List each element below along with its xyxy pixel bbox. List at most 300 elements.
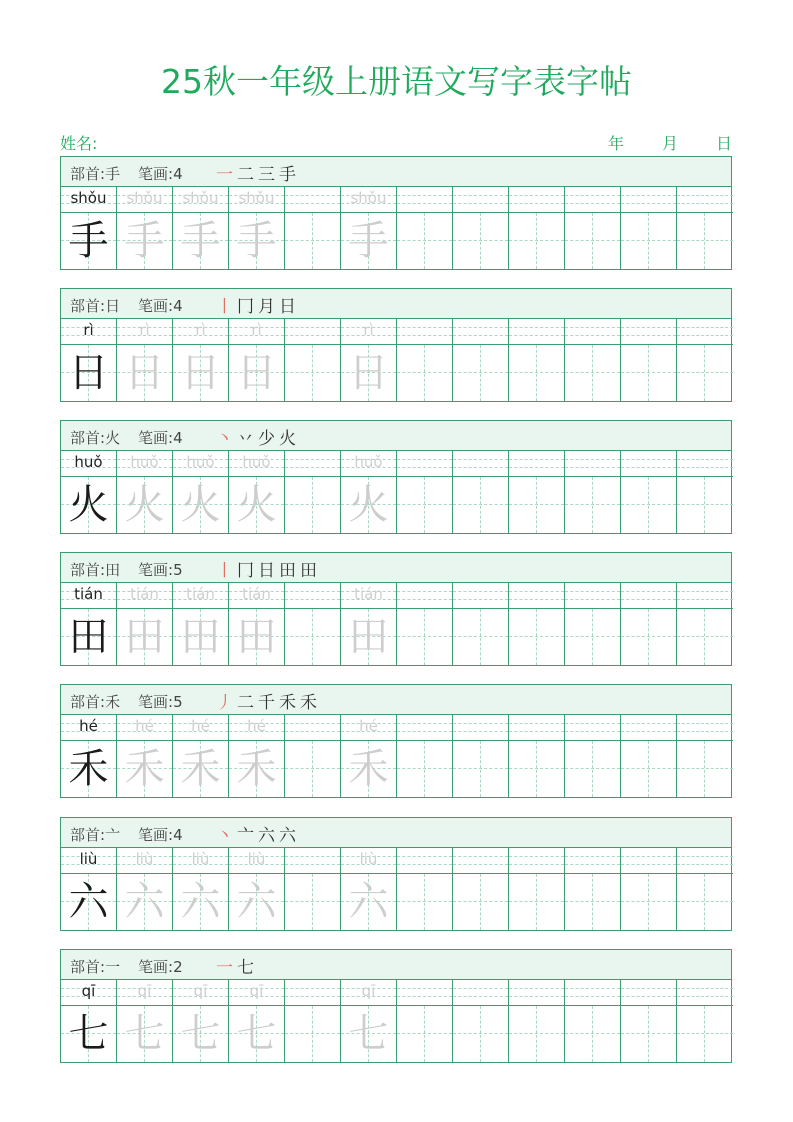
writing-cell[interactable] — [621, 319, 677, 401]
tian-grid[interactable] — [117, 874, 172, 930]
pinyin-row — [453, 583, 508, 609]
trace-character: 禾 — [236, 746, 277, 792]
tian-grid[interactable] — [61, 741, 116, 797]
writing-cell[interactable] — [285, 583, 341, 665]
pinyin-row — [61, 451, 116, 477]
tian-grid[interactable] — [453, 1006, 508, 1062]
writing-cell[interactable] — [117, 583, 173, 665]
tian-grid[interactable] — [61, 477, 116, 533]
writing-cell[interactable] — [453, 319, 509, 401]
pinyin-trace: qī — [193, 982, 208, 1000]
stroke-count: 5 — [173, 561, 183, 579]
pinyin-trace: tián — [130, 585, 159, 603]
pinyin-row — [285, 980, 340, 1006]
stroke-order — [216, 688, 321, 713]
writing-cell[interactable] — [621, 715, 677, 797]
trace-character: 火 — [236, 482, 277, 528]
writing-cell[interactable] — [229, 583, 285, 665]
writing-cell[interactable] — [509, 715, 565, 797]
writing-cell[interactable] — [677, 715, 733, 797]
tian-grid[interactable] — [173, 1006, 228, 1062]
pinyin-row — [453, 451, 508, 477]
writing-cell[interactable] — [453, 715, 509, 797]
writing-cell[interactable] — [173, 980, 229, 1062]
trace-character: 日 — [236, 350, 277, 396]
writing-cell[interactable] — [117, 319, 173, 401]
pinyin-trace: qī — [361, 982, 376, 1000]
pinyin-row — [173, 848, 228, 874]
writing-cell[interactable] — [453, 848, 509, 930]
tian-grid[interactable] — [509, 213, 564, 269]
stroke-step: 禾 — [279, 693, 300, 713]
tian-grid[interactable] — [397, 345, 452, 401]
stroke-step: 丨 — [216, 297, 237, 317]
pinyin-row — [117, 187, 172, 213]
pinyin-row — [117, 583, 172, 609]
tian-grid[interactable] — [677, 874, 733, 930]
writing-cell[interactable] — [285, 848, 341, 930]
writing-cell[interactable] — [285, 980, 341, 1062]
pinyin-row — [173, 715, 228, 741]
model-character: 六 — [68, 879, 109, 925]
writing-cell[interactable] — [565, 715, 621, 797]
tian-grid[interactable] — [565, 874, 620, 930]
writing-cell[interactable] — [677, 319, 733, 401]
tian-grid[interactable] — [453, 741, 508, 797]
writing-cell[interactable] — [397, 187, 453, 269]
writing-cell[interactable] — [509, 848, 565, 930]
writing-cell[interactable] — [397, 583, 453, 665]
model-character: 手 — [68, 218, 109, 264]
writing-cell[interactable] — [397, 451, 453, 533]
tian-grid[interactable] — [173, 477, 228, 533]
stroke-step: 二 — [237, 165, 258, 185]
writing-cell[interactable] — [341, 187, 397, 269]
tian-grid[interactable] — [229, 874, 284, 930]
pinyin-row — [621, 715, 676, 741]
trace-character: 手 — [236, 218, 277, 264]
pinyin-row — [397, 583, 452, 609]
writing-cell[interactable] — [117, 451, 173, 533]
pinyin-row — [341, 715, 396, 741]
writing-cell[interactable] — [565, 319, 621, 401]
stroke-step: 月 — [258, 297, 279, 317]
stroke-step: 火 — [279, 429, 300, 449]
tian-grid[interactable] — [285, 345, 340, 401]
tian-grid[interactable] — [61, 345, 116, 401]
writing-cell[interactable] — [509, 319, 565, 401]
char-info-header — [61, 818, 731, 848]
trace-character: 火 — [180, 482, 221, 528]
tian-grid[interactable] — [61, 213, 116, 269]
pinyin-row — [509, 848, 564, 874]
tian-grid[interactable] — [117, 213, 172, 269]
char-info-header — [61, 157, 731, 187]
writing-cell[interactable] — [173, 451, 229, 533]
tian-grid[interactable] — [397, 741, 452, 797]
pinyin-trace: liù — [135, 850, 154, 868]
tian-grid[interactable] — [565, 213, 620, 269]
radical-value: 亠 — [105, 826, 121, 844]
writing-cell[interactable] — [61, 715, 117, 797]
writing-cell[interactable] — [509, 583, 565, 665]
writing-cell[interactable] — [453, 187, 509, 269]
pinyin-trace: shǒu — [182, 189, 219, 207]
writing-cell[interactable] — [341, 583, 397, 665]
pinyin-text: shǒu — [70, 189, 107, 207]
char-block — [60, 684, 732, 798]
trace-character: 七 — [348, 1011, 389, 1057]
tian-grid[interactable] — [229, 213, 284, 269]
pinyin-row — [621, 848, 676, 874]
stroke-step: 手 — [279, 165, 300, 185]
tian-grid[interactable] — [677, 213, 733, 269]
pinyin-row — [61, 848, 116, 874]
pinyin-row — [397, 187, 452, 213]
pinyin-trace: hé — [359, 717, 378, 735]
tian-grid[interactable] — [453, 874, 508, 930]
stroke-count: 5 — [173, 693, 183, 711]
writing-cell[interactable] — [397, 848, 453, 930]
stroke-step: 日 — [279, 297, 300, 317]
writing-cell[interactable] — [565, 583, 621, 665]
pinyin-row — [677, 848, 733, 874]
pinyin-row — [173, 319, 228, 345]
tian-grid[interactable] — [565, 477, 620, 533]
trace-character: 田 — [180, 614, 221, 660]
pinyin-row — [229, 319, 284, 345]
stroke-order — [216, 292, 300, 317]
tian-grid[interactable] — [229, 741, 284, 797]
writing-cell[interactable] — [229, 187, 285, 269]
tian-grid[interactable] — [173, 874, 228, 930]
tian-grid[interactable] — [117, 345, 172, 401]
pinyin-row — [61, 980, 116, 1006]
tian-grid[interactable] — [229, 609, 284, 665]
tian-grid[interactable] — [397, 609, 452, 665]
tian-grid[interactable] — [341, 345, 396, 401]
trace-character: 火 — [348, 482, 389, 528]
pinyin-row — [397, 451, 452, 477]
tian-grid[interactable] — [285, 874, 340, 930]
writing-cell[interactable] — [397, 319, 453, 401]
pinyin-row — [173, 980, 228, 1006]
char-info-header — [61, 421, 731, 451]
name-label: 姓名: — [60, 134, 98, 153]
writing-cell[interactable] — [61, 451, 117, 533]
writing-cell[interactable] — [229, 715, 285, 797]
tian-grid[interactable] — [453, 609, 508, 665]
stroke-step: 六 — [279, 826, 300, 846]
pinyin-trace: liù — [359, 850, 378, 868]
writing-cell[interactable] — [341, 848, 397, 930]
pinyin-row — [285, 187, 340, 213]
writing-cell[interactable] — [173, 187, 229, 269]
writing-cell[interactable] — [61, 319, 117, 401]
writing-cell[interactable] — [677, 980, 733, 1062]
model-character: 火 — [68, 482, 109, 528]
pinyin-row — [117, 451, 172, 477]
tian-grid[interactable] — [341, 213, 396, 269]
writing-cell[interactable] — [173, 583, 229, 665]
tian-grid[interactable] — [173, 345, 228, 401]
stroke-info — [138, 559, 183, 580]
stroke-step: 田 — [300, 561, 321, 581]
tian-grid[interactable] — [565, 1006, 620, 1062]
writing-cell[interactable] — [565, 451, 621, 533]
tian-grid[interactable] — [341, 477, 396, 533]
tian-grid[interactable] — [341, 1006, 396, 1062]
tian-grid[interactable] — [453, 345, 508, 401]
pinyin-trace: tián — [242, 585, 271, 603]
stroke-step: 丨 — [216, 561, 237, 581]
writing-cell[interactable] — [341, 451, 397, 533]
stroke-label: 笔画: — [138, 165, 174, 183]
radical-info — [70, 691, 120, 712]
radical-label: 部首: — [70, 297, 106, 315]
pinyin-trace: rì — [363, 321, 374, 339]
pinyin-row — [453, 319, 508, 345]
writing-cell[interactable] — [229, 451, 285, 533]
radical-label: 部首: — [70, 693, 106, 711]
writing-cell[interactable] — [285, 451, 341, 533]
pinyin-row — [173, 583, 228, 609]
pinyin-trace: huǒ — [130, 453, 159, 471]
writing-cell[interactable] — [509, 187, 565, 269]
pinyin-row — [285, 451, 340, 477]
writing-cell[interactable] — [285, 187, 341, 269]
writing-cell[interactable] — [453, 980, 509, 1062]
stroke-step: 三 — [258, 165, 279, 185]
pinyin-row — [229, 187, 284, 213]
pinyin-row — [565, 451, 620, 477]
pinyin-row — [453, 187, 508, 213]
pinyin-row — [229, 848, 284, 874]
pinyin-row — [173, 451, 228, 477]
tian-grid[interactable] — [509, 477, 564, 533]
pinyin-text: rì — [83, 321, 94, 339]
writing-cell[interactable] — [621, 451, 677, 533]
writing-cell[interactable] — [285, 715, 341, 797]
tian-grid[interactable] — [397, 1006, 452, 1062]
writing-cell[interactable] — [621, 848, 677, 930]
tian-grid[interactable] — [621, 345, 676, 401]
writing-cell[interactable] — [341, 980, 397, 1062]
stroke-step: 二 — [237, 693, 258, 713]
pinyin-text: qī — [81, 982, 96, 1000]
tian-grid[interactable] — [397, 213, 452, 269]
pinyin-row — [229, 715, 284, 741]
pinyin-row — [509, 451, 564, 477]
tian-grid[interactable] — [229, 477, 284, 533]
pinyin-trace: rì — [251, 321, 262, 339]
tian-grid[interactable] — [677, 609, 733, 665]
trace-character: 六 — [124, 879, 165, 925]
tian-grid[interactable] — [285, 609, 340, 665]
tian-grid[interactable] — [509, 874, 564, 930]
pinyin-row — [453, 980, 508, 1006]
pinyin-row — [509, 583, 564, 609]
tian-grid[interactable] — [229, 345, 284, 401]
pinyin-row — [341, 980, 396, 1006]
tian-grid[interactable] — [173, 213, 228, 269]
writing-cell[interactable] — [229, 848, 285, 930]
stroke-step: 丿 — [216, 693, 237, 713]
tian-grid[interactable] — [453, 213, 508, 269]
writing-cell[interactable] — [677, 848, 733, 930]
writing-cell[interactable] — [453, 583, 509, 665]
trace-character: 六 — [236, 879, 277, 925]
writing-cell[interactable] — [565, 187, 621, 269]
writing-cell[interactable] — [621, 187, 677, 269]
writing-cell[interactable] — [621, 980, 677, 1062]
pinyin-row — [117, 848, 172, 874]
writing-cell[interactable] — [677, 583, 733, 665]
radical-value: 禾 — [105, 693, 121, 711]
radical-info — [70, 824, 120, 845]
pinyin-row — [117, 980, 172, 1006]
writing-cell[interactable] — [677, 451, 733, 533]
tian-grid[interactable] — [677, 1006, 733, 1062]
tian-grid[interactable] — [453, 477, 508, 533]
year-label: 年 — [608, 134, 625, 153]
writing-cell[interactable] — [509, 451, 565, 533]
trace-character: 日 — [180, 350, 221, 396]
pinyin-row — [509, 319, 564, 345]
tian-grid[interactable] — [285, 477, 340, 533]
tian-grid[interactable] — [61, 1006, 116, 1062]
writing-cell[interactable] — [565, 848, 621, 930]
stroke-step: 田 — [279, 561, 300, 581]
tian-grid[interactable] — [677, 477, 733, 533]
tian-grid[interactable] — [621, 874, 676, 930]
pinyin-row — [61, 187, 116, 213]
tian-grid[interactable] — [565, 345, 620, 401]
tian-grid[interactable] — [677, 741, 733, 797]
writing-cell[interactable] — [285, 319, 341, 401]
trace-character: 七 — [236, 1011, 277, 1057]
model-character: 禾 — [68, 746, 109, 792]
writing-cell[interactable] — [397, 980, 453, 1062]
tian-grid[interactable] — [117, 609, 172, 665]
writing-cell[interactable] — [341, 319, 397, 401]
tian-grid[interactable] — [509, 609, 564, 665]
tian-grid[interactable] — [173, 741, 228, 797]
writing-cell[interactable] — [229, 980, 285, 1062]
tian-grid[interactable] — [117, 1006, 172, 1062]
pinyin-row — [677, 980, 733, 1006]
trace-character: 田 — [124, 614, 165, 660]
writing-cell[interactable] — [117, 715, 173, 797]
writing-cell[interactable] — [173, 319, 229, 401]
stroke-order — [216, 556, 321, 581]
tian-grid[interactable] — [285, 213, 340, 269]
pinyin-trace: huǒ — [186, 453, 215, 471]
writing-cell[interactable] — [677, 187, 733, 269]
pinyin-row — [677, 187, 733, 213]
writing-cell[interactable] — [341, 715, 397, 797]
writing-cell[interactable] — [453, 451, 509, 533]
writing-cell[interactable] — [621, 583, 677, 665]
writing-cell[interactable] — [117, 848, 173, 930]
tian-grid[interactable] — [341, 874, 396, 930]
trace-character: 手 — [180, 218, 221, 264]
tian-grid[interactable] — [229, 1006, 284, 1062]
writing-cell[interactable] — [61, 980, 117, 1062]
tian-grid[interactable] — [509, 1006, 564, 1062]
writing-cell[interactable] — [173, 715, 229, 797]
tian-grid[interactable] — [61, 609, 116, 665]
pinyin-row — [229, 583, 284, 609]
stroke-order — [216, 821, 300, 846]
stroke-step: 丷 — [237, 429, 258, 449]
tian-grid[interactable] — [621, 1006, 676, 1062]
pinyin-row — [229, 451, 284, 477]
tian-grid[interactable] — [677, 345, 733, 401]
writing-cell[interactable] — [61, 583, 117, 665]
tian-grid[interactable] — [61, 874, 116, 930]
pinyin-row — [397, 319, 452, 345]
stroke-step: 亠 — [237, 826, 258, 846]
writing-cell[interactable] — [61, 187, 117, 269]
radical-info — [70, 427, 120, 448]
trace-character: 日 — [124, 350, 165, 396]
pinyin-row — [285, 583, 340, 609]
stroke-step: 千 — [258, 693, 279, 713]
tian-grid[interactable] — [509, 741, 564, 797]
tian-grid[interactable] — [565, 609, 620, 665]
writing-cell[interactable] — [173, 848, 229, 930]
pinyin-row — [677, 715, 733, 741]
writing-cell[interactable] — [565, 980, 621, 1062]
char-info-header — [61, 950, 731, 980]
writing-cell[interactable] — [61, 848, 117, 930]
writing-cell[interactable] — [117, 187, 173, 269]
tian-grid[interactable] — [565, 741, 620, 797]
pinyin-text: huǒ — [74, 453, 103, 471]
writing-cell[interactable] — [509, 980, 565, 1062]
pinyin-row — [341, 583, 396, 609]
tian-grid[interactable] — [341, 741, 396, 797]
tian-grid[interactable] — [509, 345, 564, 401]
writing-cell[interactable] — [117, 980, 173, 1062]
writing-cell[interactable] — [397, 715, 453, 797]
tian-grid[interactable] — [397, 477, 452, 533]
tian-grid[interactable] — [285, 741, 340, 797]
pinyin-row — [397, 980, 452, 1006]
stroke-count: 4 — [173, 297, 183, 315]
pinyin-row — [565, 715, 620, 741]
char-block — [60, 817, 732, 931]
pinyin-row — [173, 187, 228, 213]
tian-grid[interactable] — [621, 213, 676, 269]
tian-grid[interactable] — [117, 741, 172, 797]
pinyin-row — [621, 319, 676, 345]
stroke-step: 禾 — [300, 693, 321, 713]
tian-grid[interactable] — [397, 874, 452, 930]
tian-grid[interactable] — [285, 1006, 340, 1062]
tian-grid[interactable] — [341, 609, 396, 665]
radical-label: 部首: — [70, 958, 106, 976]
tian-grid[interactable] — [621, 609, 676, 665]
trace-character: 禾 — [180, 746, 221, 792]
writing-cell[interactable] — [229, 319, 285, 401]
tian-grid[interactable] — [117, 477, 172, 533]
tian-grid[interactable] — [621, 741, 676, 797]
tian-grid[interactable] — [173, 609, 228, 665]
stroke-order — [216, 953, 258, 978]
tian-grid[interactable] — [621, 477, 676, 533]
